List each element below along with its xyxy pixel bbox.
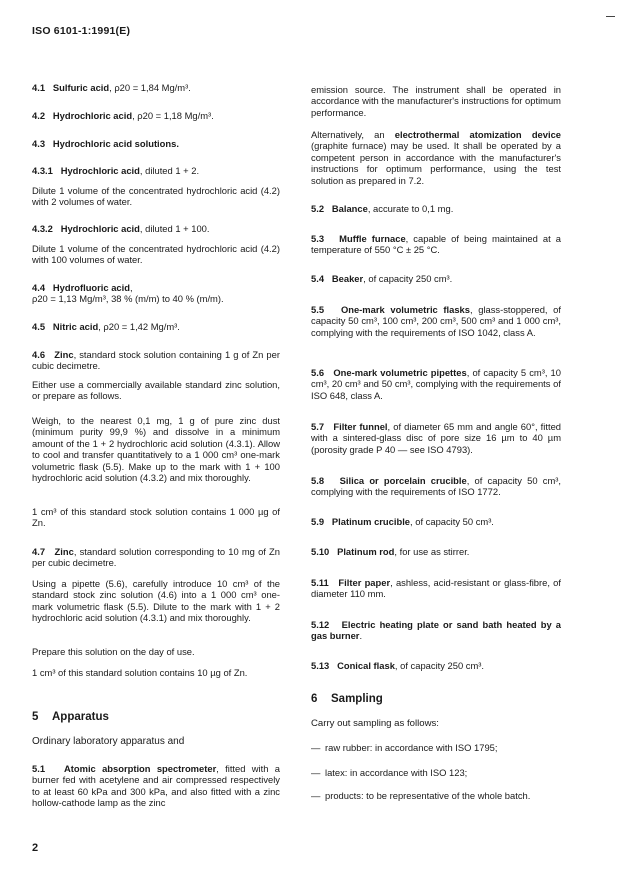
clause-5-1-continued: emission source. The instrument shall be operated in accordance with the manufacturer's instructions for optimum performance. xyxy=(311,84,561,118)
alternative-device-para: Alternatively, an electrothermal atomization device (graphite furnace) may be used. It shall be operated by a competent person in accordance with the manufacturer's instructions for optimum performance, using the test solution as prepared in 7.2. xyxy=(311,129,562,186)
clause-5-8: 5.8 Silica or porcelain crucible, of capacity 50 cm³, complying with the requirements of ISO 1772. xyxy=(311,475,561,498)
clause-4-6: 4.6 Zinc, standard stock solution containing 1 g of Zn per cubic decimetre. xyxy=(32,349,280,372)
clause-4-3-2: 4.3.2 Hydrochloric acid, diluted 1 + 100. xyxy=(32,223,210,234)
clause-5-12: 5.12 Electric heating plate or sand bath heated by a gas burner. xyxy=(311,619,561,642)
section-6-heading: 6 Sampling xyxy=(311,693,383,705)
list-item: — products: to be representative of the whole batch. xyxy=(311,790,531,801)
corner-mark xyxy=(606,16,615,17)
document-header: ISO 6101-1:1991(E) xyxy=(32,25,131,37)
page-number: 2 xyxy=(32,842,39,854)
clause-4-7-para-3: 1 cm³ of this standard solution contains 10 µg of Zn. xyxy=(32,667,248,678)
clause-4-2: 4.2 Hydrochloric acid, ρ20 = 1,18 Mg/m³. xyxy=(32,110,214,121)
clause-5-5: 5.5 One-mark volumetric flasks, glass-stoppered, of capacity 50 cm³, 100 cm³, 200 cm³, 500 cm³ and 1 000 cm³, complying with the requirements of ISO 1042, class A. xyxy=(311,304,561,338)
clause-5-11: 5.11 Filter paper, ashless, acid-resistant or glass-fibre, of diameter 110 mm. xyxy=(311,577,561,600)
clause-4-3-2-text: Dilute 1 volume of the concentrated hydrochloric acid (4.2) with 100 volumes of water. xyxy=(32,243,280,266)
clause-4-7-para-2: Prepare this solution on the day of use. xyxy=(32,646,195,657)
clause-5-10: 5.10 Platinum rod, for use as stirrer. xyxy=(311,546,470,557)
clause-4-1: 4.1 Sulfuric acid, ρ20 = 1,84 Mg/m³. xyxy=(32,82,191,93)
list-item: — raw rubber: in accordance with ISO 1795; xyxy=(311,742,498,753)
clause-5-13: 5.13 Conical flask, of capacity 250 cm³. xyxy=(311,660,485,671)
clause-5-3: 5.3 Muffle furnace, capable of being maintained at a temperature of 550 °C ± 25 °C. xyxy=(311,233,561,256)
clause-5-9: 5.9 Platinum crucible, of capacity 50 cm³. xyxy=(311,516,494,527)
clause-5-4: 5.4 Beaker, of capacity 250 cm³. xyxy=(311,273,453,284)
clause-5-6: 5.6 One-mark volumetric pipettes, of capacity 5 cm³, 10 cm³, 20 cm³ and 50 cm³, complying with the requirements of ISO 648, class A. xyxy=(311,367,561,401)
clause-4-5: 4.5 Nitric acid, ρ20 = 1,42 Mg/m³. xyxy=(32,321,180,332)
section-5-heading: 5 Apparatus xyxy=(32,711,109,723)
list-item: — latex: in accordance with ISO 123; xyxy=(311,767,468,778)
clause-4-3-1: 4.3.1 Hydrochloric acid, diluted 1 + 2. xyxy=(32,165,200,176)
clause-4-3-1-text: Dilute 1 volume of the concentrated hydrochloric acid (4.2) with 2 volumes of water. xyxy=(32,185,280,208)
clause-4-3: 4.3 Hydrochloric acid solutions. xyxy=(32,138,179,149)
clause-5-2: 5.2 Balance, accurate to 0,1 mg. xyxy=(311,203,454,214)
clause-5-1: 5.1 Atomic absorption spectrometer, fitted with a burner fed with acetylene and air compressed respectively to at least 60 kPa and 300 kPa, and also fitted with a zinc hollow-cathode lamp as the zinc xyxy=(32,763,280,809)
clause-4-6-para-2: Weigh, to the nearest 0,1 mg, 1 g of pure zinc dust (minimum purity 99,9 %) and dissolve in a minimum amount of the 1 + 2 hydrochloric acid solution (4.3.1). Allow to cool and transfer quantitatively to a 1 000 cm³ one-mark volumetric flask (5.5). Make up to the mark with 1 + 100 hydrochloric acid solution (4.3.2) and mix thoroughly. xyxy=(32,415,280,484)
clause-4-6-para-3: 1 cm³ of this standard stock solution contains 1 000 µg of Zn. xyxy=(32,506,280,529)
clause-4-6-para-1: Either use a commercially available standard zinc solution, or prepare as follows. xyxy=(32,379,280,402)
section-5-text: Ordinary laboratory apparatus and xyxy=(32,736,185,747)
clause-4-4: 4.4 Hydrofluoric acid, ρ20 = 1,13 Mg/m³, 38 % (m/m) to 40 % (m/m). xyxy=(32,282,224,305)
clause-4-7: 4.7 Zinc, standard solution corresponding to 10 mg of Zn per cubic decimetre. xyxy=(32,546,280,569)
section-6-text: Carry out sampling as follows: xyxy=(311,718,439,729)
clause-5-7: 5.7 Filter funnel, of diameter 65 mm and angle 60°, fitted with a sintered-glass disc of pore size 16 µm to 40 µm (porosity grade P 40 — see ISO 4793). xyxy=(311,421,561,455)
clause-4-7-para-1: Using a pipette (5.6), carefully introduce 10 cm³ of the standard stock zinc solution (4.6) into a 1 000 cm³ one-mark volumetric flask (5.5). Dilute to the mark with 1 + 2 hydrochloric acid solution (4.3.1) and mix thoroughly. xyxy=(32,578,280,624)
